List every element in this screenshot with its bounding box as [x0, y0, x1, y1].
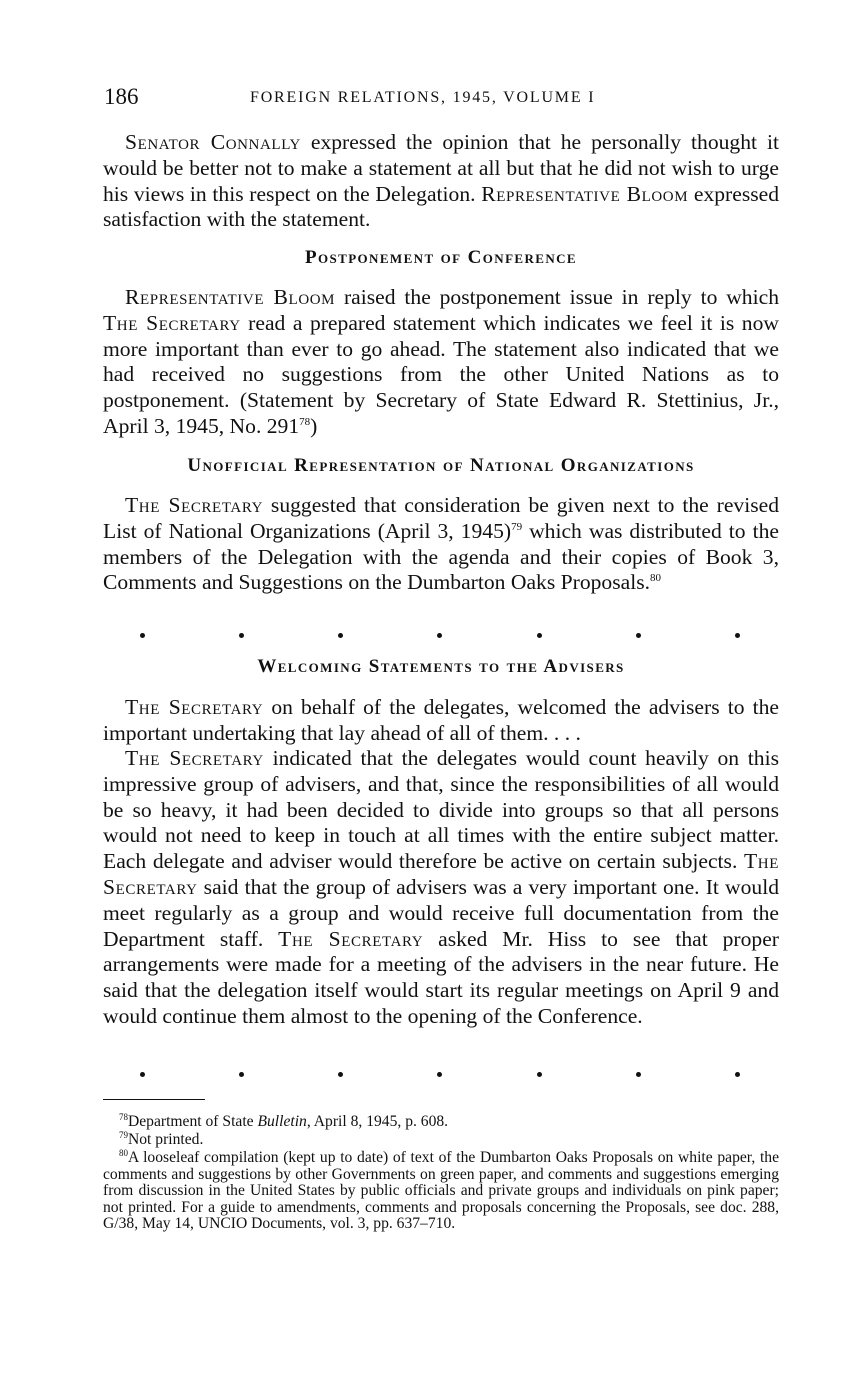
ellipsis-dot [735, 1072, 740, 1077]
ellipsis-dot [636, 633, 641, 638]
ellipsis-dot [537, 633, 542, 638]
paragraph-postponement [103, 285, 779, 440]
footnote-text: , April 8, 1945, p. 608. [306, 1113, 449, 1130]
ellipsis-dot [735, 633, 740, 638]
footnote-text: Department of State [128, 1113, 258, 1130]
speaker-name: The Secretary [103, 849, 779, 899]
paragraph-text: raised the postponement issue in reply to which [335, 285, 779, 309]
ellipsis-dot [636, 1072, 641, 1077]
ellipsis-dot [338, 633, 343, 638]
paragraph-text: on behalf of the delegates, welcomed the advisers to the important undertaking that lay ahead of all of them. . . . [103, 695, 779, 745]
section-heading-postponement: Postponement of Conference [304, 247, 578, 268]
footnote-ref: 79 [511, 520, 523, 533]
ellipsis-dot [537, 1072, 542, 1077]
footnote-mark: 78 [119, 1111, 128, 1122]
speaker-name: The Secretary [278, 926, 424, 951]
paragraph-text: expressed the opinion that he personally thought it would be better not to make a statement at all but that he did not wish to urge his views in this respect on the Delegation. [103, 130, 779, 206]
paragraph-text: said that the group of advisers was a very important one. It would meet regularly as a group and would receive full documentation from the Department staff. [103, 874, 779, 951]
paragraph-text: expressed satisfaction with the statement. [103, 181, 780, 232]
paragraph-text: which was distributed to the members of the Delegation with the agenda and their copies of Book 3, Comments and Suggestions on the Dumbarton Oaks Proposals. [103, 518, 779, 595]
paragraph-national-organizations [103, 493, 779, 596]
ellipsis-dot [437, 633, 442, 638]
footnote-78 [103, 1111, 779, 1131]
ellipsis-dot [239, 1072, 244, 1077]
ellipsis-dot [140, 1072, 145, 1077]
paragraph-text: indicated that the delegates would count heavily on this impressive group of advisers, and that, since the responsibilities of all would be so heavy, it had been decided to divide into groups so that all persons would not need to keep in touch at all times with the entire subject matter. Each delegate and adviser would therefore be active on certain subjects. [103, 746, 779, 874]
paragraph-connally [103, 130, 779, 233]
footnote-mark: 80 [119, 1147, 128, 1158]
speaker-name: Senator Connally [125, 130, 301, 154]
paragraph-text: read a prepared statement which indicates we feel it is now more important than ever to go ahead. The statement also indicated that we had received no suggestions from the other United Nations as to postponement. (Statement by Secretary of State Edward R. Stettinius, Jr., April 3, 1945, No. 291 [103, 310, 779, 438]
footnote-text: A looseleaf compilation (kept up to date) of text of the Dumbarton Oaks Proposals on white paper, the comments and suggestions by other Governments on green paper, and comments and suggestions emerging from discussion in the United States by public officials and private groups and individuals on pink paper; not printed. For a guide to amendments, comments and proposals concerning the Proposals, see doc. 288, G/38, May 14, UNCIO Documents, vol. 3, pp. 637–710. [103, 1149, 779, 1233]
section-heading-welcoming: Welcoming Statements to the Advisers [257, 656, 625, 677]
footnote-italic: Bulletin [257, 1113, 307, 1130]
footnote-ref: 80 [650, 572, 662, 585]
ellipsis-dot [338, 1072, 343, 1077]
speaker-name: Representative Bloom [125, 285, 336, 309]
paragraph-welcome [103, 695, 779, 747]
ellipsis-dot [437, 1072, 442, 1077]
footnote-divider [103, 1099, 205, 1100]
speaker-name: The Secretary [125, 746, 264, 770]
footnote-mark: 79 [119, 1129, 128, 1140]
paragraph-text: suggested that consideration be given next to the revised List of National Organizations (April 3, 1945) [103, 493, 779, 543]
footnote-79 [103, 1129, 779, 1149]
footnote-ref: 78 [299, 415, 311, 428]
ellipsis-row [140, 1072, 740, 1077]
speaker-name: The Secretary [125, 493, 264, 517]
page-number: 186 [104, 84, 139, 109]
ellipsis-dot [239, 633, 244, 638]
running-title: FOREIGN RELATIONS, 1945, VOLUME I [250, 89, 596, 106]
speaker-name: The Secretary [103, 310, 241, 335]
speaker-name: Representative Bloom [481, 181, 689, 206]
ellipsis-row [140, 633, 740, 638]
section-heading-national-organizations: Unofficial Representation of National Organizations [187, 455, 695, 476]
paragraph-advisers [103, 746, 779, 1030]
footnote-text: Not printed. [128, 1131, 204, 1148]
paragraph-text: asked Mr. Hiss to see that proper arrangements were made for a meeting of the advisers in the near future. He said that the delegation itself would start its regular meetings on April 9 and would continue them almost to the opening of the Conference. [103, 926, 779, 1028]
ellipsis-dot [140, 633, 145, 638]
speaker-name: The Secretary [125, 695, 264, 719]
paragraph-text: ) [310, 413, 318, 438]
footnote-80 [103, 1147, 779, 1233]
